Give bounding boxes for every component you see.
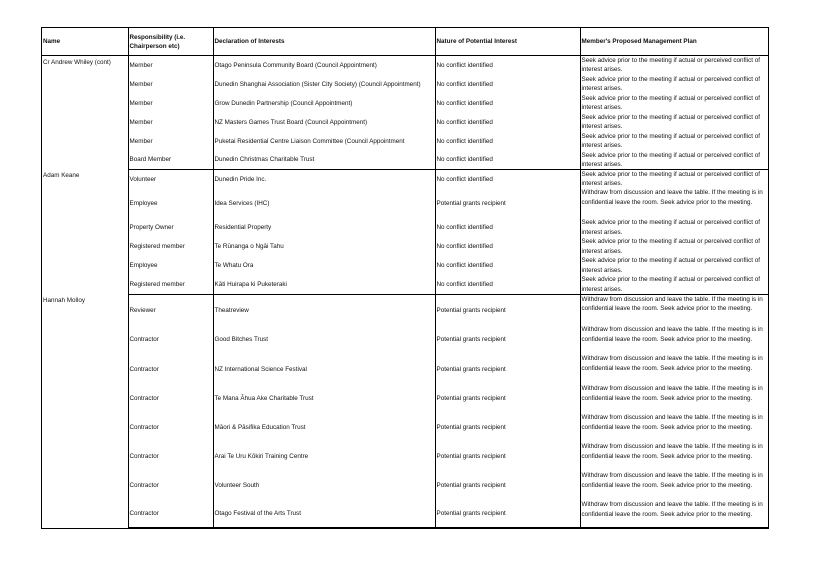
declaration-cell: Otago Festival of the Arts Trust <box>213 500 435 527</box>
table-row <box>42 113 768 132</box>
register-grid <box>42 28 768 528</box>
declaration-cell: Dunedin Shanghai Association (Sister City Society) (Council Appointment) <box>213 75 435 94</box>
table-row <box>42 384 768 413</box>
nature-cell: Potential grants recipient <box>435 500 580 527</box>
table-row <box>42 169 768 188</box>
nature-cell: Potential grants recipient <box>435 294 580 325</box>
table-row <box>42 218 768 237</box>
nature-cell: No conflict identified <box>435 256 580 275</box>
declaration-cell: Te Whatu Ora <box>213 256 435 275</box>
plan-cell: Withdraw from discussion and leave the table. If the meeting is in confidential leave the room. Seek advice prior to the meeting. <box>581 472 763 489</box>
table-row <box>42 56 768 75</box>
header-declaration: Declaration of Interests <box>213 28 435 56</box>
nature-cell: Potential grants recipient <box>435 384 580 413</box>
plan-cell: Withdraw from discussion and leave the table. If the meeting is in confidential leave the room. Seek advice prior to the meeting. <box>580 500 768 527</box>
responsibility-cell: Employee <box>128 188 213 218</box>
responsibility-cell: Contractor <box>128 384 213 413</box>
table-row <box>42 75 768 94</box>
nature-cell: Potential grants recipient <box>435 413 580 442</box>
nature-cell: No conflict identified <box>435 113 580 132</box>
nature-cell: Potential grants recipient <box>435 442 580 471</box>
plan-cell: Withdraw from discussion and leave the table. If the meeting is in confidential leave the room. Seek advice prior to the meeting. <box>581 189 763 206</box>
header-responsibility: Responsibility (i.e. Chairperson etc) <box>128 28 213 56</box>
plan-cell: Withdraw from discussion and leave the table. If the meeting is in confidential leave the room. Seek advice prior to the meeting. <box>581 385 763 402</box>
table-row <box>42 132 768 151</box>
responsibility-cell: Contractor <box>128 471 213 500</box>
nature-cell: No conflict identified <box>435 151 580 170</box>
table-row <box>42 237 768 256</box>
nature-cell: Potential grants recipient <box>435 471 580 500</box>
responsibility-cell: Contractor <box>128 413 213 442</box>
plan-cell: Seek advice prior to the meeting if actual or perceived conflict of interest arises. <box>581 257 761 274</box>
plan-cell: Withdraw from discussion and leave the table. If the meeting is in confidential leave the room. Seek advice prior to the meeting. <box>581 443 763 460</box>
table-row <box>42 354 768 384</box>
responsibility-cell: Registered member <box>128 275 213 294</box>
header-row <box>42 28 768 56</box>
responsibility-cell: Employee <box>128 256 213 275</box>
responsibility-cell: Contractor <box>128 442 213 471</box>
declaration-cell: Grow Dunedin Partnership (Council Appointment) <box>213 94 435 113</box>
table-row <box>42 94 768 113</box>
declaration-cell: Te Mana Āhua Ake Charitable Trust <box>213 384 435 413</box>
declaration-cell: Volunteer South <box>213 471 435 500</box>
member-name: Adam Keane <box>42 169 128 294</box>
responsibility-cell: Member <box>128 113 213 132</box>
plan-cell: Withdraw from discussion and leave the table. If the meeting is in confidential leave the room. Seek advice prior to the meeting. <box>581 295 763 313</box>
declaration-cell: Dunedin Pride Inc. <box>213 169 435 188</box>
plan-cell: Seek advice prior to the meeting if actual or perceived conflict of interest arises. <box>581 132 761 149</box>
plan-cell: Seek advice prior to the meeting if actual or perceived conflict of interest arises. <box>581 113 761 130</box>
declaration-cell: Good Bitches Trust <box>213 325 435 354</box>
nature-cell: No conflict identified <box>435 94 580 113</box>
header-nature: Nature of Potential Interest <box>435 28 580 56</box>
plan-cell: Seek advice prior to the meeting if actual or perceived conflict of interest arises. <box>581 219 761 236</box>
declaration-cell: Puketai Residential Centre Liaison Committee (Council Appointment <box>213 132 435 151</box>
declaration-cell: Residential Property <box>213 218 435 237</box>
responsibility-cell: Member <box>128 94 213 113</box>
table-row <box>42 413 768 442</box>
responsibility-cell: Volunteer <box>128 169 213 188</box>
declaration-cell: Theatreview <box>213 294 435 325</box>
nature-cell: Potential grants recipient <box>435 188 580 218</box>
table-row <box>42 275 768 294</box>
table-row <box>42 151 768 170</box>
responsibility-cell: Member <box>128 75 213 94</box>
table-row <box>42 188 768 218</box>
table-row <box>42 442 768 471</box>
declaration-cell: Otago Peninsula Community Board (Council Appointment) <box>213 56 435 75</box>
responsibility-cell: Registered member <box>128 237 213 256</box>
declaration-cell: Te Rūnanga o Ngāi Tahu <box>213 237 435 256</box>
declaration-cell: Dunedin Christmas Charitable Trust <box>213 151 435 170</box>
table-row <box>42 294 768 325</box>
plan-cell: Seek advice prior to the meeting if actual or perceived conflict of interest arises. <box>580 275 768 294</box>
plan-cell: Withdraw from discussion and leave the table. If the meeting is in confidential leave the room. Seek advice prior to the meeting. <box>581 355 763 372</box>
plan-cell: Seek advice prior to the meeting if actual or perceived conflict of interest arises. <box>581 94 761 111</box>
declaration-cell: NZ International Science Festival <box>213 354 435 384</box>
plan-cell: Withdraw from discussion and leave the table. If the meeting is in confidential leave the room. Seek advice prior to the meeting. <box>581 326 763 343</box>
table-row <box>42 256 768 275</box>
plan-cell: Seek advice prior to the meeting if actual or perceived conflict of interest arises. <box>581 238 761 255</box>
table-row <box>42 325 768 354</box>
table-row <box>42 471 768 500</box>
declaration-cell: NZ Masters Games Trust Board (Council Appointment) <box>213 113 435 132</box>
nature-cell: No conflict identified <box>435 169 580 188</box>
responsibility-cell: Reviewer <box>128 294 213 325</box>
nature-cell: No conflict identified <box>435 218 580 237</box>
register-body <box>42 56 768 528</box>
plan-cell: Seek advice prior to the meeting if actual or perceived conflict of interest arises. <box>581 75 761 92</box>
nature-cell: No conflict identified <box>435 237 580 256</box>
plan-cell: Seek advice prior to the meeting if actual or perceived conflict of interest arises. <box>580 151 768 170</box>
nature-cell: No conflict identified <box>435 75 580 94</box>
member-name: Cr Andrew Whiley (cont) <box>42 56 128 170</box>
responsibility-cell: Contractor <box>128 354 213 384</box>
member-name: Hannah Molloy <box>42 294 128 527</box>
interests-register-table <box>41 27 769 529</box>
declaration-cell: Arai Te Uru Kōkiri Training Centre <box>213 442 435 471</box>
nature-cell: Potential grants recipient <box>435 325 580 354</box>
declaration-cell: Kāti Huirapa ki Puketeraki <box>213 275 435 294</box>
nature-cell: No conflict identified <box>435 56 580 75</box>
responsibility-cell: Contractor <box>128 325 213 354</box>
responsibility-cell: Member <box>128 56 213 75</box>
header-name: Name <box>42 28 128 56</box>
declaration-cell: Idea Services (IHC) <box>213 188 435 218</box>
declaration-cell: Māori & Pāsifika Education Trust <box>213 413 435 442</box>
header-plan: Member's Proposed Management Plan <box>580 28 768 56</box>
plan-cell: Withdraw from discussion and leave the table. If the meeting is in confidential leave the room. Seek advice prior to the meeting. <box>581 414 763 431</box>
nature-cell: No conflict identified <box>435 132 580 151</box>
responsibility-cell: Property Owner <box>128 218 213 237</box>
table-row <box>42 500 768 527</box>
plan-cell: Seek advice prior to the meeting if actual or perceived conflict of interest arises. <box>581 170 761 188</box>
plan-cell: Seek advice prior to the meeting if actual or perceived conflict of interest arises. <box>581 57 761 74</box>
nature-cell: Potential grants recipient <box>435 354 580 384</box>
responsibility-cell: Member <box>128 132 213 151</box>
responsibility-cell: Board Member <box>128 151 213 170</box>
responsibility-cell: Contractor <box>128 500 213 527</box>
nature-cell: No conflict identified <box>435 275 580 294</box>
